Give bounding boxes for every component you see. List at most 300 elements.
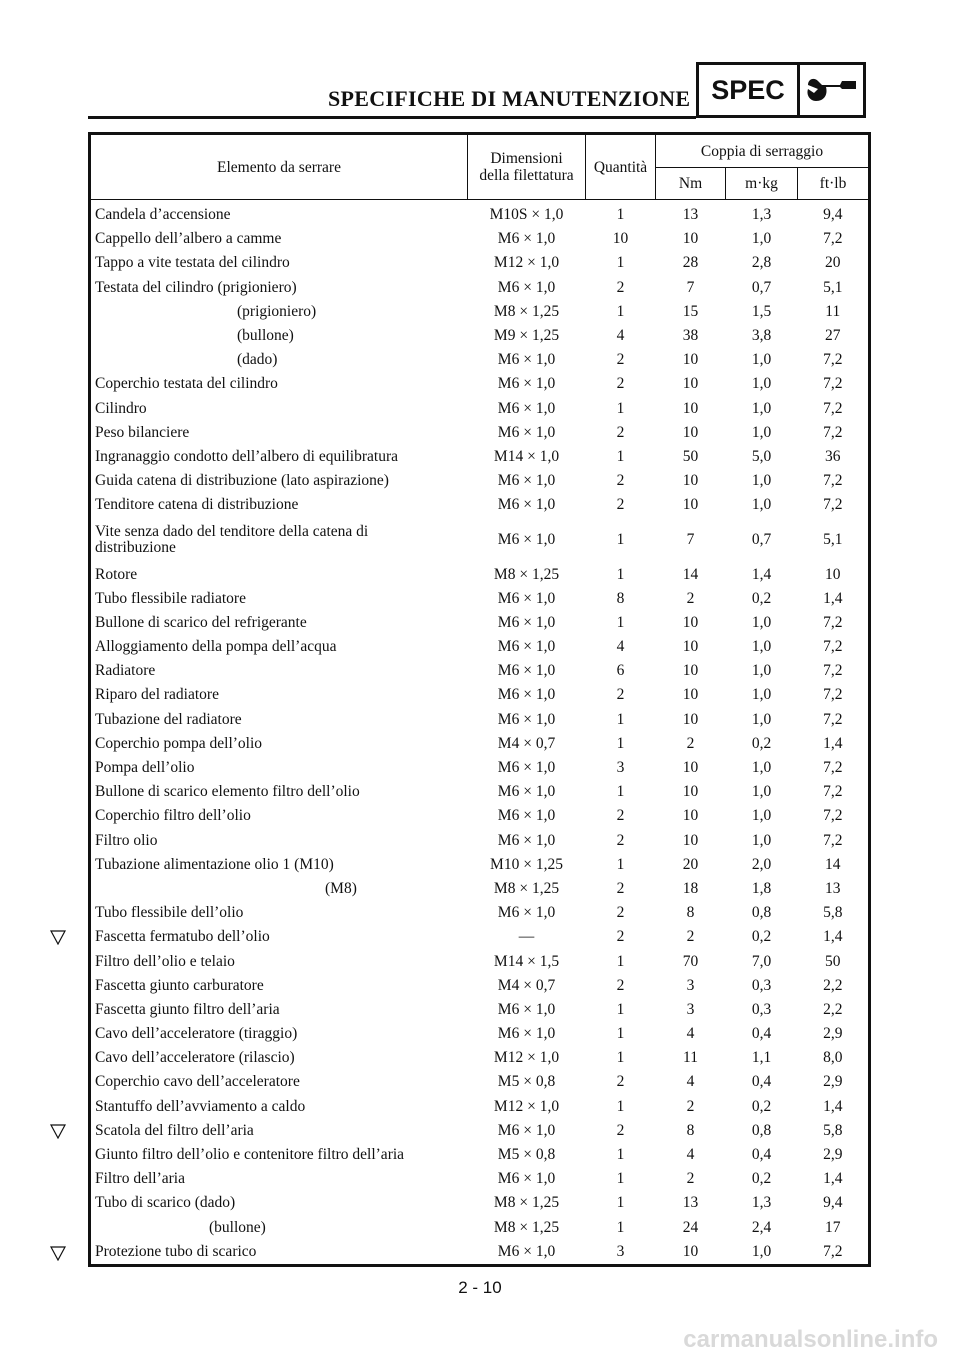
quantity-cell: 8 [616, 589, 625, 607]
ftlb-cell: 5,1 [823, 278, 843, 296]
mkg-cell: 0,2 [751, 1170, 772, 1188]
dimension-cell: M8 × 1,25 [493, 1218, 560, 1236]
dimension-cell: M6 × 1,0 [497, 472, 556, 490]
ftlb-cell: 9,4 [823, 206, 843, 224]
mkg-cell: 0,2 [751, 1097, 772, 1115]
name-cell: Cilindro [95, 399, 147, 417]
dimension-cell: M6 × 1,0 [497, 278, 556, 296]
dimension-cell: M6 × 1,0 [497, 1025, 556, 1043]
name-cell: Scatola del filtro dell’aria [95, 1121, 254, 1139]
torque-table-body [90, 200, 870, 1266]
quantity-cell: 1 [616, 565, 625, 583]
mkg-cell: 0,8 [751, 904, 772, 922]
ftlb-cell: 8,0 [823, 1049, 843, 1067]
header-dimension-line1: Dimensioni [490, 150, 563, 167]
table-row [90, 829, 870, 853]
quantity-cell: 1 [616, 1025, 625, 1043]
mkg-cell: 1,4 [751, 565, 772, 583]
dimension-cell: M4 × 0,7 [497, 734, 556, 752]
table-row [90, 562, 870, 586]
torque-table [88, 132, 871, 1267]
dimension-cell: M6 × 1,0 [497, 686, 556, 704]
mkg-cell: 1,5 [751, 302, 772, 320]
quantity-cell: 1 [616, 1194, 625, 1212]
mkg-cell: 1,0 [751, 1242, 772, 1260]
dimension-cell: M6 × 1,0 [497, 351, 556, 369]
nm-cell: 3 [686, 976, 695, 994]
dimension-cell: M14 × 1,5 [493, 952, 560, 970]
nm-cell: 10 [682, 399, 699, 417]
table-row [90, 200, 870, 228]
name-cell: Rotore [95, 565, 138, 583]
nm-cell: 10 [682, 783, 699, 801]
dimension-cell: M6 × 1,0 [497, 1242, 556, 1260]
table-row [90, 974, 870, 998]
table-row [90, 659, 870, 683]
nm-cell: 10 [682, 759, 699, 777]
ftlb-cell: 17 [825, 1218, 841, 1236]
mkg-cell: 1,3 [751, 1194, 772, 1212]
nm-cell: 10 [682, 375, 699, 393]
table-row [90, 1191, 870, 1215]
dimension-cell: M6 × 1,0 [497, 399, 556, 417]
dimension-cell: M6 × 1,0 [497, 807, 556, 825]
quantity-cell: 1 [616, 530, 625, 548]
dimension-cell: M6 × 1,0 [497, 759, 556, 777]
table-row [90, 877, 870, 901]
table-row [90, 611, 870, 635]
name-cell: Tubo flessibile radiatore [95, 589, 246, 607]
quantity-cell: 1 [616, 1146, 625, 1164]
header-nm: Nm [656, 168, 726, 200]
nm-cell: 11 [683, 1049, 698, 1067]
header-torque: Coppia di serraggio [656, 134, 870, 168]
nm-cell: 20 [682, 855, 699, 873]
ftlb-cell: 5,8 [823, 1121, 843, 1139]
name-cell: Coperchio cavo dell’acceleratore [95, 1073, 300, 1091]
ftlb-cell: 7,2 [823, 375, 843, 393]
nm-cell: 28 [682, 254, 699, 272]
ftlb-cell: 20 [825, 254, 841, 272]
table-row [90, 517, 870, 562]
ftlb-cell: 7,2 [823, 638, 843, 656]
table-row [90, 949, 870, 973]
nm-cell: 38 [682, 327, 699, 345]
dimension-cell: M6 × 1,0 [497, 904, 556, 922]
nm-cell: 10 [682, 423, 699, 441]
dimension-cell: M6 × 1,0 [497, 589, 556, 607]
ftlb-cell: 36 [825, 447, 841, 465]
mkg-cell: 1,0 [751, 759, 772, 777]
mkg-cell: 1,0 [751, 686, 772, 704]
name-cell: (bullone) [237, 327, 294, 345]
table-row [90, 756, 870, 780]
name-cell: Cappello dell’albero a camme [95, 230, 282, 248]
mkg-cell: 1,0 [751, 831, 772, 849]
name-cell: Riparo del radiatore [95, 686, 219, 704]
nm-cell: 2 [686, 1170, 695, 1188]
mkg-cell: 1,0 [751, 662, 772, 680]
quantity-cell: 1 [616, 783, 625, 801]
nm-cell: 2 [686, 734, 695, 752]
quantity-cell: 10 [612, 230, 629, 248]
table-row [90, 853, 870, 877]
table-row [90, 227, 870, 251]
nm-cell: 10 [682, 807, 699, 825]
triangle-mark-icon [50, 929, 66, 945]
name-cell: (dado) [237, 351, 278, 369]
table-row [90, 469, 870, 493]
nm-cell: 8 [686, 1121, 695, 1139]
header-quantity: Quantità [586, 134, 656, 200]
nm-cell: 10 [682, 686, 699, 704]
ftlb-cell: 14 [825, 855, 841, 873]
table-row [90, 1167, 870, 1191]
nm-cell: 10 [682, 472, 699, 490]
nm-cell: 13 [682, 1194, 699, 1212]
triangle-mark-icon [50, 1245, 66, 1261]
ftlb-cell: 1,4 [823, 734, 843, 752]
dimension-cell: M6 × 1,0 [497, 423, 556, 441]
ftlb-cell: 7,2 [823, 472, 843, 490]
name-cell: Tubo flessibile dell’olio [95, 904, 244, 922]
quantity-cell: 2 [616, 278, 625, 296]
mkg-cell: 0,2 [751, 589, 772, 607]
mkg-cell: 1,0 [751, 807, 772, 825]
table-row [90, 1143, 870, 1167]
quantity-cell: 2 [616, 423, 625, 441]
quantity-cell: 3 [616, 759, 625, 777]
quantity-cell: 1 [616, 855, 625, 873]
quantity-cell: 2 [616, 472, 625, 490]
nm-cell: 10 [682, 496, 699, 514]
ftlb-cell: 7,2 [823, 496, 843, 514]
mkg-cell: 2,8 [751, 254, 772, 272]
page-title: SPECIFICHE DI MANUTENZIONE [328, 86, 691, 111]
quantity-cell: 2 [616, 831, 625, 849]
table-row [90, 1070, 870, 1094]
mkg-cell: 0,4 [751, 1146, 772, 1164]
ftlb-cell: 7,2 [823, 783, 843, 801]
name-cell: (bullone) [209, 1218, 266, 1236]
ftlb-cell: 2,2 [823, 976, 843, 994]
table-row [90, 780, 870, 804]
quantity-cell: 2 [616, 807, 625, 825]
nm-cell: 4 [686, 1146, 695, 1164]
ftlb-cell: 2,9 [823, 1146, 843, 1164]
table-row [90, 925, 870, 949]
table-row [90, 493, 870, 517]
nm-cell: 10 [682, 638, 699, 656]
ftlb-cell: 7,2 [823, 710, 843, 728]
nm-cell: 7 [686, 530, 695, 548]
table-row [90, 276, 870, 300]
ftlb-cell: 11 [825, 302, 841, 320]
nm-cell: 10 [682, 710, 699, 728]
ftlb-cell: 5,8 [823, 904, 843, 922]
nm-cell: 14 [682, 565, 699, 583]
name-cell: Alloggiamento della pompa dell’acqua [95, 638, 337, 656]
nm-cell: 4 [686, 1073, 695, 1091]
quantity-cell: 1 [616, 254, 625, 272]
dimension-cell: M8 × 1,25 [493, 879, 560, 897]
name-cell: Tappo a vite testata del cilindro [95, 254, 290, 272]
mkg-cell: 1,8 [751, 879, 772, 897]
mkg-cell: 0,8 [751, 1121, 772, 1139]
dimension-cell: M6 × 1,0 [497, 613, 556, 631]
ftlb-cell: 2,9 [823, 1025, 843, 1043]
name-cell: Protezione tubo di scarico [95, 1242, 257, 1260]
dimension-cell: M6 × 1,0 [497, 375, 556, 393]
mkg-cell: 0,7 [751, 530, 772, 548]
mkg-cell: 0,2 [751, 928, 772, 946]
ftlb-cell: 1,4 [823, 589, 843, 607]
name-cell: Fascetta giunto filtro dell’aria [95, 1000, 280, 1018]
mkg-cell: 1,0 [751, 230, 772, 248]
ftlb-cell: 7,2 [823, 399, 843, 417]
dimension-cell: M5 × 0,8 [497, 1146, 556, 1164]
name-cell: Filtro dell’olio e telaio [95, 952, 235, 970]
ftlb-cell: 27 [825, 327, 841, 345]
mkg-cell: 0,3 [751, 976, 772, 994]
ftlb-cell: 7,2 [823, 807, 843, 825]
name-cell: Bullone di scarico elemento filtro dell’olio [95, 783, 360, 801]
nm-cell: 2 [686, 928, 695, 946]
mkg-cell: 0,4 [751, 1025, 772, 1043]
ftlb-cell: 7,2 [823, 1242, 843, 1260]
quantity-cell: 3 [616, 1242, 625, 1260]
quantity-cell: 2 [616, 351, 625, 369]
table-row [90, 804, 870, 828]
quantity-cell: 1 [616, 1097, 625, 1115]
dimension-cell: M6 × 1,0 [497, 638, 556, 656]
mkg-cell: 1,0 [751, 472, 772, 490]
nm-cell: 2 [686, 589, 695, 607]
name-cell: Testata del cilindro (prigioniero) [95, 278, 297, 296]
name-cell: Filtro olio [95, 831, 158, 849]
ftlb-cell: 2,9 [823, 1073, 843, 1091]
ftlb-cell: 7,2 [823, 351, 843, 369]
dimension-cell: M8 × 1,25 [493, 302, 560, 320]
name-cell: Coperchio testata del cilindro [95, 375, 278, 393]
quantity-cell: 4 [616, 638, 625, 656]
ftlb-cell: 7,2 [823, 230, 843, 248]
mkg-cell: 1,0 [751, 496, 772, 514]
nm-cell: 50 [682, 447, 699, 465]
quantity-cell: 2 [616, 879, 625, 897]
nm-cell: 8 [686, 904, 695, 922]
quantity-cell: 1 [616, 1170, 625, 1188]
mkg-cell: 1,0 [751, 710, 772, 728]
table-row [90, 708, 870, 732]
quantity-cell: 4 [616, 327, 625, 345]
table-row [90, 1240, 870, 1266]
table-row [90, 1046, 870, 1070]
nm-cell: 15 [682, 302, 699, 320]
name-cell: Pompa dell’olio [95, 759, 195, 777]
dimension-cell: M12 × 1,0 [493, 254, 560, 272]
dimension-cell: M10S × 1,0 [489, 206, 564, 224]
mkg-cell: 1,0 [751, 351, 772, 369]
mkg-cell: 5,0 [751, 447, 772, 465]
ftlb-cell: 50 [825, 952, 841, 970]
mkg-cell: 1,0 [751, 375, 772, 393]
quantity-cell: 1 [616, 952, 625, 970]
name-cell: Vite senza dado del tenditore della catena di distribuzione [95, 522, 369, 556]
name-cell: Ingranaggio condotto dell’albero di equilibratura [95, 447, 399, 465]
table-row [90, 421, 870, 445]
header-mkg: m·kg [726, 168, 798, 200]
table-row [90, 445, 870, 469]
table-row [90, 300, 870, 324]
dimension-cell: M5 × 0,8 [497, 1073, 556, 1091]
mkg-cell: 1,0 [751, 638, 772, 656]
ftlb-cell: 7,2 [823, 613, 843, 631]
quantity-cell: 1 [616, 302, 625, 320]
ftlb-cell: 1,4 [823, 1170, 843, 1188]
ftlb-cell: 7,2 [823, 662, 843, 680]
table-row [90, 324, 870, 348]
mkg-cell: 2,4 [751, 1218, 772, 1236]
dimension-cell: M6 × 1,0 [497, 1121, 556, 1139]
mkg-cell: 0,2 [751, 734, 772, 752]
table-row [90, 1095, 870, 1119]
nm-cell: 10 [682, 1242, 699, 1260]
dimension-cell: M10 × 1,25 [490, 855, 563, 873]
ftlb-cell: 7,2 [823, 686, 843, 704]
name-cell: Candela d’accensione [95, 206, 231, 224]
nm-cell: 3 [686, 1000, 695, 1018]
dimension-cell: M4 × 0,7 [497, 976, 556, 994]
mkg-cell: 2,0 [751, 855, 772, 873]
quantity-cell: 1 [616, 613, 625, 631]
name-cell: Tubazione alimentazione olio 1 (M10) [95, 855, 334, 873]
name-cell: Tenditore catena di distribuzione [95, 496, 299, 514]
name-cell: Coperchio pompa dell’olio [95, 734, 263, 752]
quantity-cell: 6 [616, 662, 625, 680]
name-cell: (M8) [325, 879, 357, 897]
triangle-mark-icon [50, 1123, 66, 1139]
nm-cell: 10 [682, 351, 699, 369]
name-cell: Bullone di scarico del refrigerante [95, 613, 307, 631]
spec-badge [696, 62, 866, 118]
nm-cell: 7 [686, 278, 695, 296]
quantity-cell: 2 [616, 496, 625, 514]
name-cell: Tubo di scarico (dado) [95, 1194, 236, 1212]
name-cell: Fascetta giunto carburatore [95, 976, 264, 994]
header-ftlb: ft·lb [798, 168, 870, 200]
mkg-cell: 1,1 [751, 1049, 772, 1067]
mkg-cell: 0,7 [751, 278, 772, 296]
mkg-cell: 1,0 [751, 783, 772, 801]
quantity-cell: 2 [616, 375, 625, 393]
ftlb-cell: 9,4 [823, 1194, 843, 1212]
quantity-cell: 2 [616, 928, 625, 946]
ftlb-cell: 7,2 [823, 831, 843, 849]
quantity-cell: 1 [616, 447, 625, 465]
table-row [90, 1022, 870, 1046]
name-cell: Filtro dell’aria [95, 1170, 185, 1188]
dimension-cell: M9 × 1,25 [493, 327, 560, 345]
nm-cell: 10 [682, 662, 699, 680]
name-cell: (prigioniero) [237, 302, 317, 320]
name-cell: Stantuffo dell’avviamento a caldo [95, 1097, 306, 1115]
ftlb-cell: 13 [825, 879, 841, 897]
quantity-cell: 2 [616, 976, 625, 994]
nm-cell: 70 [682, 952, 699, 970]
mkg-cell: 7,0 [751, 952, 772, 970]
nm-cell: 18 [682, 879, 699, 897]
dimension-cell: M6 × 1,0 [497, 230, 556, 248]
dimension-cell: M6 × 1,0 [497, 662, 556, 680]
nm-cell: 13 [682, 206, 699, 224]
dimension-cell: M6 × 1,0 [497, 530, 556, 548]
ftlb-cell: 1,4 [823, 928, 843, 946]
ftlb-cell: 5,1 [823, 530, 843, 548]
mkg-cell: 0,4 [751, 1073, 772, 1091]
spec-label: SPEC [699, 65, 800, 115]
name-cell: Cavo dell’acceleratore (tiraggio) [95, 1025, 298, 1043]
quantity-cell: 2 [616, 686, 625, 704]
watermark: carmanualsonline.info [683, 1326, 938, 1353]
quantity-cell: 1 [616, 1218, 625, 1236]
nm-cell: 10 [682, 831, 699, 849]
table-row [90, 635, 870, 659]
dimension-cell: M6 × 1,0 [497, 710, 556, 728]
page-number: 2 - 10 [458, 1278, 502, 1297]
nm-cell: 4 [686, 1025, 695, 1043]
ftlb-cell: 7,2 [823, 759, 843, 777]
dimension-cell: M12 × 1,0 [493, 1049, 560, 1067]
nm-cell: 2 [686, 1097, 695, 1115]
table-row [90, 998, 870, 1022]
nm-cell: 24 [682, 1218, 699, 1236]
quantity-cell: 1 [616, 1049, 625, 1067]
wrench-icon [800, 65, 863, 115]
name-cell: Cavo dell’acceleratore (rilascio) [95, 1049, 295, 1067]
name-cell: Radiatore [95, 662, 156, 680]
table-row [90, 397, 870, 421]
header-dimension [468, 134, 586, 200]
name-cell: Peso bilanciere [95, 423, 190, 441]
table-row [90, 348, 870, 372]
mkg-cell: 1,0 [751, 423, 772, 441]
table-row [90, 587, 870, 611]
dimension-cell: M12 × 1,0 [493, 1097, 560, 1115]
table-row [90, 1119, 870, 1143]
quantity-cell: 2 [616, 1073, 625, 1091]
name-cell: Fascetta fermatubo dell’olio [95, 928, 270, 946]
name-cell: Tubazione del radiatore [95, 710, 242, 728]
mkg-cell: 1,3 [751, 206, 772, 224]
mkg-cell: 3,8 [751, 327, 772, 345]
mkg-cell: 1,0 [751, 613, 772, 631]
table-row [90, 251, 870, 275]
header-dimension-line2: della filettatura [479, 167, 574, 184]
nm-cell: 10 [682, 613, 699, 631]
header-element: Elemento da serrare [90, 134, 468, 200]
table-row [90, 1216, 870, 1240]
dimension-cell: M6 × 1,0 [497, 496, 556, 514]
table-row [90, 901, 870, 925]
quantity-cell: 1 [616, 1000, 625, 1018]
mkg-cell: 0,3 [751, 1000, 772, 1018]
ftlb-cell: 7,2 [823, 423, 843, 441]
mkg-cell: 1,0 [751, 399, 772, 417]
table-row [90, 732, 870, 756]
dimension-cell: M6 × 1,0 [497, 1170, 556, 1188]
dimension-cell: M6 × 1,0 [497, 783, 556, 801]
